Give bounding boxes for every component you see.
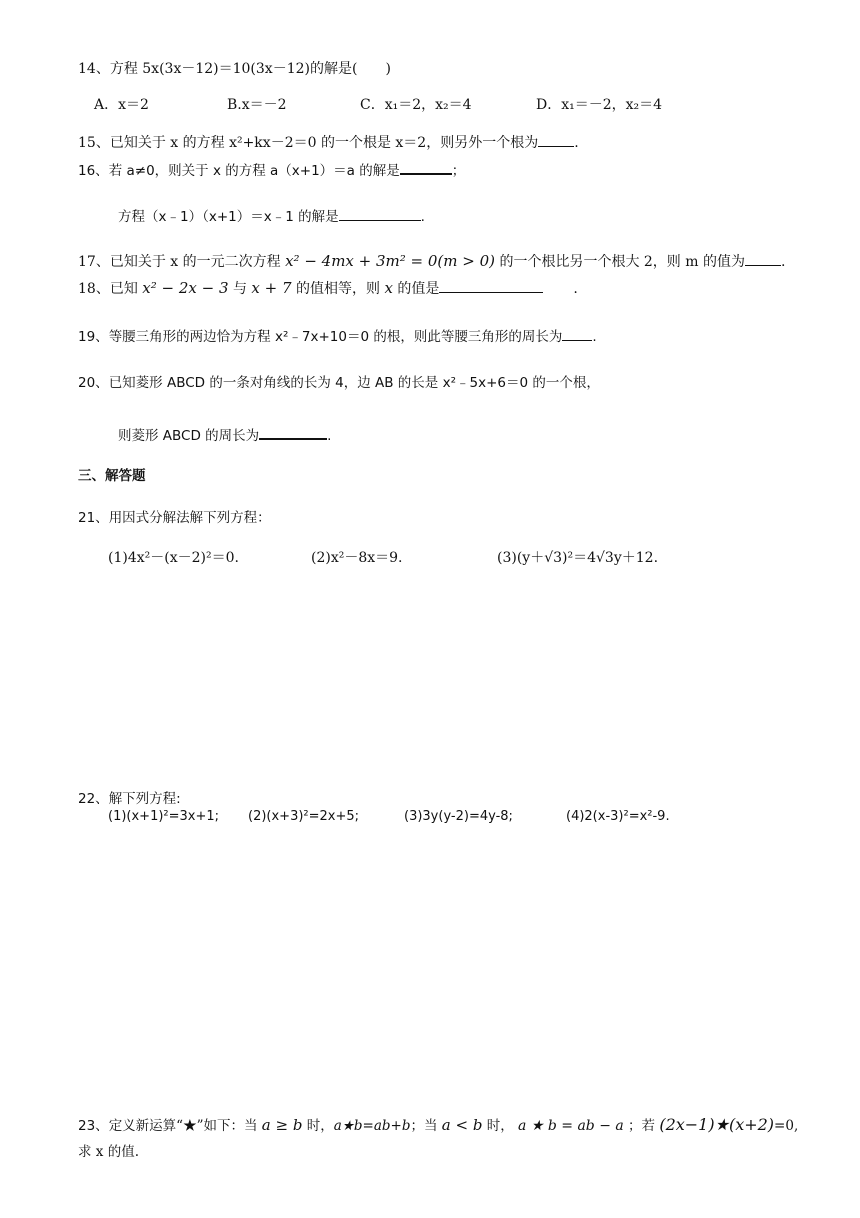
q23-cond2: a < b bbox=[441, 1116, 483, 1134]
q17-text: 已知关于 x 的一元二次方程 bbox=[109, 254, 281, 270]
q18-text: 已知 bbox=[109, 281, 138, 297]
q20 bbox=[78, 374, 600, 392]
q19-number: 19、 bbox=[78, 329, 109, 345]
q18-expr2: x + 7 bbox=[251, 279, 292, 297]
q16-answer-blank-2[interactable] bbox=[339, 206, 421, 221]
q16-answer-blank-1[interactable] bbox=[400, 159, 452, 175]
q17-answer-blank[interactable] bbox=[745, 251, 781, 266]
q22-part-3: (3)3y(y-2)=4y-8; bbox=[404, 809, 513, 824]
q15-end: . bbox=[574, 135, 579, 151]
section-heading: 三、解答题 bbox=[78, 468, 146, 484]
q23-expression: (2x−1)★(x+2) bbox=[659, 1115, 775, 1134]
q19-text: 等腰三角形的两边恰为方程 x²﹣7x+10＝0 的根，则此等腰三角形的周长为 bbox=[108, 329, 563, 345]
q23-text: 定义新运算“★”如下：当 bbox=[108, 1118, 258, 1134]
q20-answer-blank[interactable] bbox=[259, 424, 327, 440]
q23-text-5: ；若 bbox=[628, 1118, 656, 1134]
q23-number: 23、 bbox=[78, 1118, 109, 1134]
q23-text-2: 时， bbox=[306, 1118, 334, 1134]
q15 bbox=[78, 132, 579, 152]
q23-text-3: ；当 bbox=[410, 1118, 438, 1134]
q19 bbox=[78, 326, 597, 346]
q23-rule1: a★b=ab+b bbox=[333, 1118, 411, 1134]
q21-stem-text: 用因式分解法解下列方程： bbox=[108, 510, 271, 526]
q22-stem-text: 解下列方程: bbox=[108, 791, 181, 807]
q16-line2 bbox=[118, 206, 425, 226]
q17-equation: x² − 4mx + 3m² = 0(m > 0) bbox=[285, 252, 495, 270]
q23-cond1: a ≥ b bbox=[261, 1116, 303, 1134]
q18-text-2: 与 bbox=[232, 281, 247, 297]
q14-choice-c: C．x₁＝2，x₂＝4 bbox=[360, 97, 472, 113]
q19-end: . bbox=[592, 329, 597, 345]
q20-line2 bbox=[118, 424, 331, 445]
q18-number: 18、 bbox=[78, 281, 110, 297]
q20-line2-text: 则菱形 ABCD 的周长为 bbox=[118, 428, 260, 444]
q16-end: ； bbox=[451, 163, 466, 179]
q22-stem bbox=[78, 790, 181, 808]
q21-part-2: (2)x²－8x＝9. bbox=[311, 550, 403, 566]
q18-expr1: x² − 2x − 3 bbox=[142, 279, 229, 297]
q21-number: 21、 bbox=[78, 510, 109, 526]
q18-answer-blank[interactable] bbox=[439, 278, 543, 293]
q21-stem bbox=[78, 509, 271, 527]
q14-stem-text: 方程 5x(3x－12)＝10(3x－12)的解是( ) bbox=[109, 61, 391, 77]
q23-line2: 求 x 的值. bbox=[78, 1144, 139, 1160]
q18-var: x bbox=[384, 279, 393, 297]
q18-text-4: 的值是 bbox=[397, 281, 440, 297]
q15-number: 15、 bbox=[78, 135, 110, 151]
q17-end: . bbox=[781, 254, 786, 270]
q14-stem bbox=[78, 60, 391, 78]
q22-part-1: (1)(x+1)²=3x+1; bbox=[108, 809, 220, 824]
q18 bbox=[78, 278, 578, 298]
q16-number: 16、 bbox=[78, 163, 109, 179]
q23-rule2: a ★ b = ab − a bbox=[518, 1118, 624, 1134]
q22-part-2: (2)(x+3)²=2x+5; bbox=[248, 809, 360, 824]
q17-number: 17、 bbox=[78, 254, 110, 270]
q18-end: . bbox=[573, 281, 578, 297]
q16-text: 若 a≠0，则关于 x 的方程 a（x+1）＝a 的解是 bbox=[108, 163, 400, 179]
q20-text: 已知菱形 ABCD 的一条对角线的长为 4，边 AB 的长是 x²﹣5x+6＝0 的一个根， bbox=[108, 375, 600, 391]
q14-choice-d: D．x₁＝－2，x₂＝4 bbox=[536, 97, 663, 113]
q14-choice-a: A．x＝2 bbox=[94, 97, 149, 113]
q23 bbox=[78, 1116, 798, 1135]
q19-answer-blank[interactable] bbox=[562, 326, 592, 341]
q14-number: 14、 bbox=[78, 61, 110, 77]
q22-part-4: (4)2(x-3)²=x²-9. bbox=[566, 809, 670, 824]
q20-line2-end: . bbox=[327, 428, 332, 444]
q18-text-3: 的值相等，则 bbox=[295, 281, 380, 297]
q23-text-6: =0, bbox=[774, 1118, 799, 1134]
q16-line2-end: . bbox=[420, 209, 425, 225]
q20-number: 20、 bbox=[78, 375, 109, 391]
q16-line2-text: 方程（x﹣1）（x+1）＝x﹣1 的解是 bbox=[118, 209, 339, 225]
q14-choice-b: B.x＝－2 bbox=[227, 97, 287, 113]
q15-answer-blank[interactable] bbox=[538, 132, 574, 147]
q23-text-4: 时， bbox=[486, 1118, 514, 1134]
q22-number: 22、 bbox=[78, 791, 109, 807]
q15-text: 已知关于 x 的方程 x²+kx－2＝0 的一个根是 x＝2，则另外一个根为 bbox=[109, 135, 539, 151]
q17-text-2: 的一个根比另一个根大 2，则 m 的值为 bbox=[499, 254, 745, 270]
q21-part-3: (3)(y＋√3)²＝4√3y＋12. bbox=[497, 550, 659, 566]
q17 bbox=[78, 251, 785, 271]
q16 bbox=[78, 159, 465, 180]
q21-part-1: (1)4x²－(x－2)²＝0. bbox=[108, 550, 239, 566]
